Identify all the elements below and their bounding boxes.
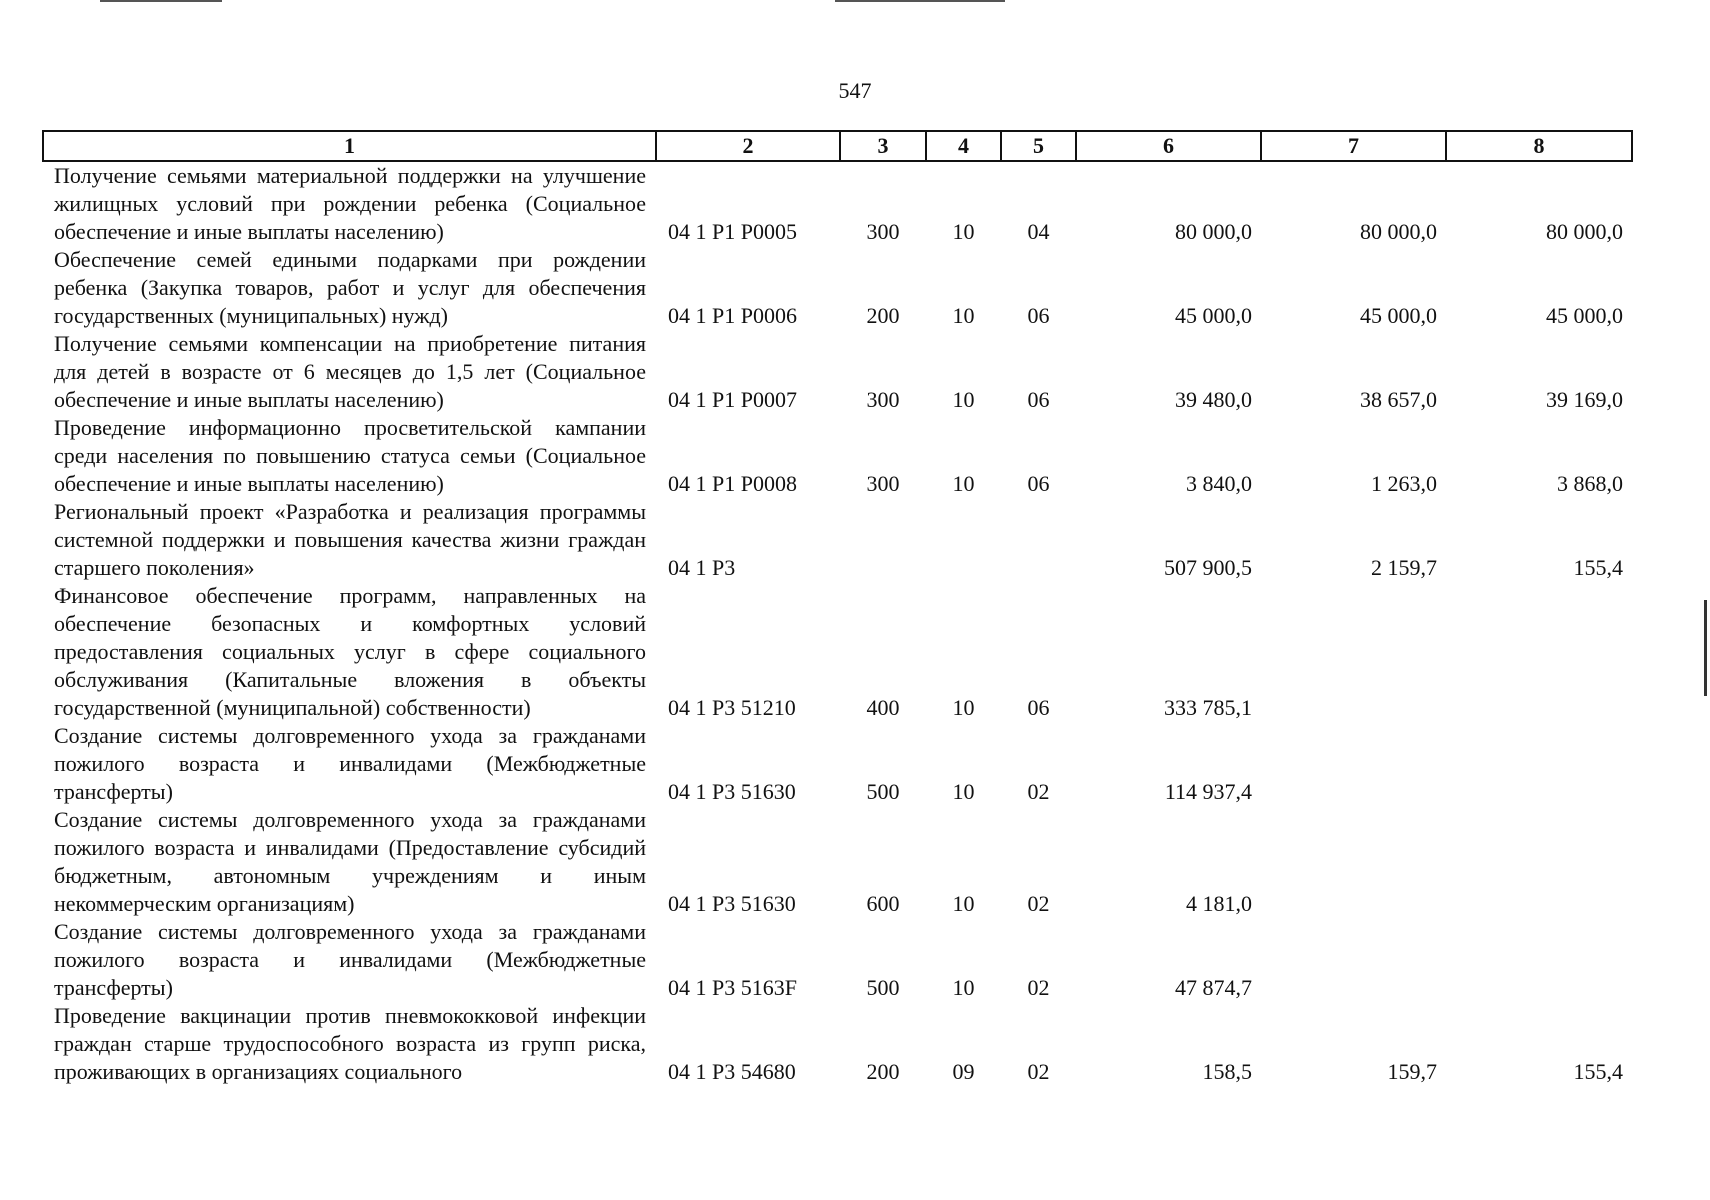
row-description: Создание системы долговременного ухода за гражданами пожилого возраста и инвалидами (Предоставление субсидий бюджетным, автономным учреждениям и иным некоммерческим организациям)	[54, 807, 646, 916]
row-amount-6: 47 874,7	[1175, 975, 1252, 1000]
row-target-code: 04 1 P1 P0005	[668, 219, 797, 244]
row-col-4	[926, 498, 1001, 582]
row-amount-6: 80 000,0	[1175, 219, 1252, 244]
row-col-4: 10	[952, 303, 975, 328]
row-amount-6: 45 000,0	[1175, 303, 1252, 328]
row-amount-6: 3 840,0	[1186, 471, 1252, 496]
row-amount-6: 333 785,1	[1164, 695, 1252, 720]
row-amount-7: 45 000,0	[1360, 303, 1437, 328]
table-row	[43, 918, 1632, 1002]
table-row	[43, 246, 1632, 330]
row-amount-8: 3 868,0	[1557, 471, 1623, 496]
row-amount-6: 39 480,0	[1175, 387, 1252, 412]
row-col-5: 06	[1027, 471, 1050, 496]
row-col-5: 06	[1027, 387, 1050, 412]
row-amount-7: 2 159,7	[1371, 555, 1437, 580]
table-row	[43, 806, 1632, 918]
row-col-3: 200	[866, 1059, 900, 1084]
row-description: Получение семьями материальной поддержки на улучшение жилищных условий при рождении ребенка (Социальное обеспечение и иные выплаты населению)	[54, 163, 646, 244]
row-col-5: 06	[1027, 695, 1050, 720]
row-target-code: 04 1 P1 P0008	[668, 471, 797, 496]
row-col-4: 10	[952, 695, 975, 720]
header-col-6: 6	[1076, 131, 1261, 161]
row-col-5: 04	[1027, 219, 1050, 244]
row-col-3: 300	[866, 387, 900, 412]
page-number: 547	[838, 78, 872, 103]
table-row	[43, 161, 1632, 246]
top-scan-line	[100, 0, 222, 2]
row-amount-7: 38 657,0	[1360, 387, 1437, 412]
row-amount-7: 1 263,0	[1371, 471, 1437, 496]
table-row	[43, 1002, 1632, 1086]
row-col-4: 09	[952, 1059, 975, 1084]
row-description: Финансовое обеспечение программ, направленных на обеспечение безопасных и комфортных условий предоставления социальных услуг в сфере социального обслуживания (Капитальные вложения в объекты государственной (муниципальной) собственности)	[54, 583, 646, 720]
row-col-3: 300	[866, 219, 900, 244]
row-amount-8: 80 000,0	[1546, 219, 1623, 244]
row-target-code: 04 1 P3 51630	[668, 779, 796, 804]
row-description: Обеспечение семей едиными подарками при рождении ребенка (Закупка товаров, работ и услуг для обеспечения государственных (муниципальных) нужд)	[54, 247, 646, 328]
row-amount-8	[1446, 582, 1632, 722]
row-amount-6: 4 181,0	[1186, 891, 1252, 916]
row-col-3: 200	[866, 303, 900, 328]
table-row	[43, 330, 1632, 414]
budget-table	[42, 130, 1633, 1086]
row-col-3: 500	[866, 975, 900, 1000]
row-col-3: 600	[866, 891, 900, 916]
row-description: Проведение информационно просветительской кампании среди населения по повышению статуса семьи (Социальное обеспечение и иные выплаты населению)	[54, 415, 646, 496]
row-target-code: 04 1 P3 5163F	[668, 975, 797, 1000]
row-amount-7: 80 000,0	[1360, 219, 1437, 244]
row-amount-8: 39 169,0	[1546, 387, 1623, 412]
header-col-3: 3	[840, 131, 926, 161]
header-col-7: 7	[1261, 131, 1446, 161]
row-description: Получение семьями компенсации на приобретение питания для детей в возрасте от 6 месяцев до 1,5 лет (Социальное обеспечение и иные выплаты населению)	[54, 331, 646, 412]
row-amount-6: 114 937,4	[1164, 779, 1252, 804]
row-amount-7	[1261, 918, 1446, 1002]
table-row	[43, 722, 1632, 806]
row-amount-7: 159,7	[1387, 1059, 1437, 1084]
row-target-code: 04 1 P3 54680	[668, 1059, 796, 1084]
header-col-4: 4	[926, 131, 1001, 161]
row-col-5: 02	[1027, 975, 1050, 1000]
row-amount-8: 155,4	[1573, 555, 1623, 580]
row-col-5: 02	[1027, 1059, 1050, 1084]
row-amount-8	[1446, 806, 1632, 918]
right-edge-mark	[1704, 600, 1707, 696]
header-col-5: 5	[1001, 131, 1076, 161]
header-col-8: 8	[1446, 131, 1632, 161]
row-col-3	[840, 498, 926, 582]
table-body	[43, 161, 1632, 1086]
row-target-code: 04 1 P1 P0006	[668, 303, 797, 328]
table-row	[43, 498, 1632, 582]
row-col-5: 06	[1027, 303, 1050, 328]
row-amount-8	[1446, 722, 1632, 806]
row-amount-7	[1261, 582, 1446, 722]
row-col-3: 400	[866, 695, 900, 720]
row-amount-6: 158,5	[1202, 1059, 1252, 1084]
row-col-4: 10	[952, 779, 975, 804]
row-col-4: 10	[952, 975, 975, 1000]
row-target-code: 04 1 P1 P0007	[668, 387, 797, 412]
row-description: Создание системы долговременного ухода за гражданами пожилого возраста и инвалидами (Межбюджетные трансферты)	[54, 723, 646, 804]
row-target-code: 04 1 P3 51630	[668, 891, 796, 916]
row-col-5: 02	[1027, 891, 1050, 916]
row-target-code: 04 1 P3	[668, 555, 736, 580]
row-amount-8: 45 000,0	[1546, 303, 1623, 328]
header-row	[43, 131, 1632, 161]
row-col-5	[1001, 498, 1076, 582]
header-col-2: 2	[656, 131, 840, 161]
row-col-4: 10	[952, 219, 975, 244]
row-amount-8: 155,4	[1573, 1059, 1623, 1084]
row-amount-7	[1261, 806, 1446, 918]
row-col-3: 500	[866, 779, 900, 804]
table-row	[43, 582, 1632, 722]
table-header	[43, 131, 1632, 161]
row-col-5: 02	[1027, 779, 1050, 804]
top-scan-line	[835, 0, 1005, 2]
table-row	[43, 414, 1632, 498]
row-col-4: 10	[952, 471, 975, 496]
row-amount-8	[1446, 918, 1632, 1002]
row-amount-7	[1261, 722, 1446, 806]
header-col-1: 1	[43, 131, 656, 161]
row-target-code: 04 1 P3 51210	[668, 695, 796, 720]
row-col-3: 300	[866, 471, 900, 496]
row-description: Проведение вакцинации против пневмококковой инфекции граждан старше трудоспособного возраста из групп риска, проживающих в организациях социального	[54, 1003, 646, 1084]
row-description: Создание системы долговременного ухода за гражданами пожилого возраста и инвалидами (Межбюджетные трансферты)	[54, 919, 646, 1000]
row-col-4: 10	[952, 891, 975, 916]
row-amount-6: 507 900,5	[1164, 555, 1252, 580]
row-description: Региональный проект «Разработка и реализация программы системной поддержки и повышения качества жизни граждан старшего поколения»	[54, 499, 646, 580]
row-col-4: 10	[952, 387, 975, 412]
